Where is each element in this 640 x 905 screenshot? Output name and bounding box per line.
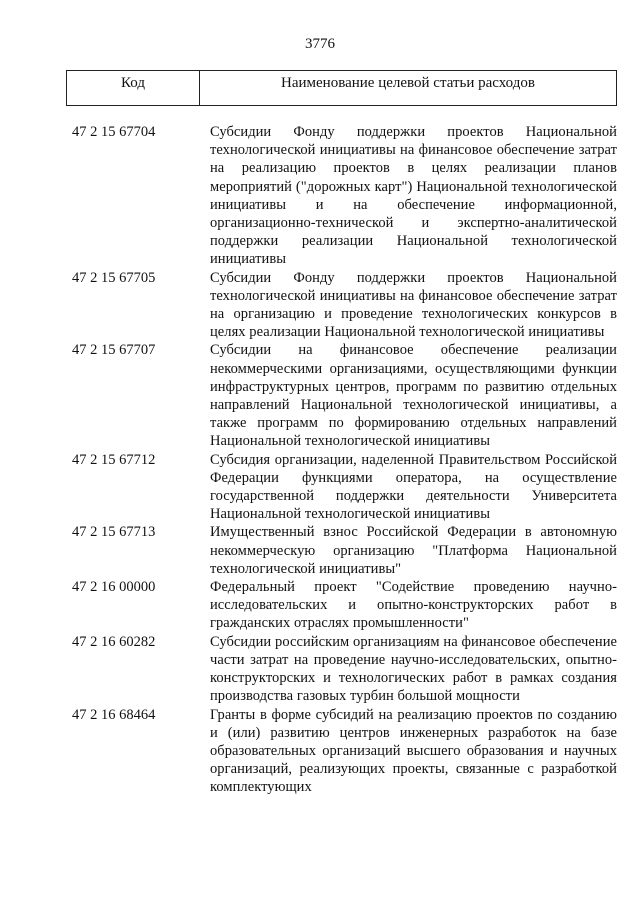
row-description: Субсидии российским организациям на финансовое обеспечение части затрат на проведение научно-исследовательских, опытно-конструкторских и технологических работ в рамках создания производства газовых турбин большой мощности xyxy=(210,633,617,705)
row-code: 47 2 15 67705 xyxy=(72,269,156,286)
row-code: 47 2 15 67707 xyxy=(72,342,156,359)
table-row xyxy=(72,341,617,450)
table-row xyxy=(72,123,617,269)
row-description: Имущественный взнос Российской Федерации в автономную некоммерческую организацию "Платформа Национальной технологической инициативы" xyxy=(210,524,617,577)
row-description: Субсидия организации, наделенной Правительством Российской Федерации функциями оператора, на осуществление государственной поддержки деятельности Университета Национальной технологической инициативы xyxy=(210,451,617,523)
row-code: 47 2 16 60282 xyxy=(72,633,156,650)
table-header xyxy=(66,70,617,106)
row-description: Субсидии Фонду поддержки проектов Национальной технологической инициативы на финансовое обеспечение затрат на реализацию проектов в целях реализации планов мероприятий ("дорожных карт") Национальной технологической инициативы и на обеспечение информационной, организационно-технической и экспертно-аналитической поддержки реализации Национальной технологической инициативы xyxy=(210,124,617,268)
table-row xyxy=(72,578,617,633)
row-code: 47 2 15 67712 xyxy=(72,451,156,468)
row-description: Гранты в форме субсидий на реализацию проектов по созданию и (или) развитию центров инженерных разработок на базе образовательных организаций высшего образования и научных организаций, реализующих проекты, связанные с разработкой комплектующих xyxy=(210,706,617,796)
table-row xyxy=(72,269,617,342)
row-description: Субсидии на финансовое обеспечение реализации некоммерческими организациями, осуществляющими функции инфраструктурных центров, программ по развитию отдельных направлений Национальной технологической инициативы, а также программ по формированию отдельных направлений Национальной технологической инициативы xyxy=(210,342,617,450)
budget-items-list xyxy=(72,123,617,797)
table-row xyxy=(72,633,617,706)
table-row xyxy=(72,706,617,797)
row-code: 47 2 15 67713 xyxy=(72,524,156,541)
row-code: 47 2 16 00000 xyxy=(72,579,156,596)
page-number: 3776 xyxy=(305,36,335,52)
header-code-label: Код xyxy=(67,71,200,105)
row-code: 47 2 16 68464 xyxy=(72,706,156,723)
row-description: Субсидии Фонду поддержки проектов Национальной технологической инициативы на финансовое обеспечение затрат на организацию и проведение технологических конкурсов в целях реализации Национальной технологической инициативы xyxy=(210,269,617,341)
header-name-label: Наименование целевой статьи расходов xyxy=(281,75,535,91)
table-row xyxy=(72,451,617,524)
row-code: 47 2 15 67704 xyxy=(72,124,156,140)
row-description: Федеральный проект "Содействие проведению научно-исследовательских и опытно-конструкторских работ в гражданских отраслях промышленности" xyxy=(210,579,617,632)
table-row xyxy=(72,523,617,578)
